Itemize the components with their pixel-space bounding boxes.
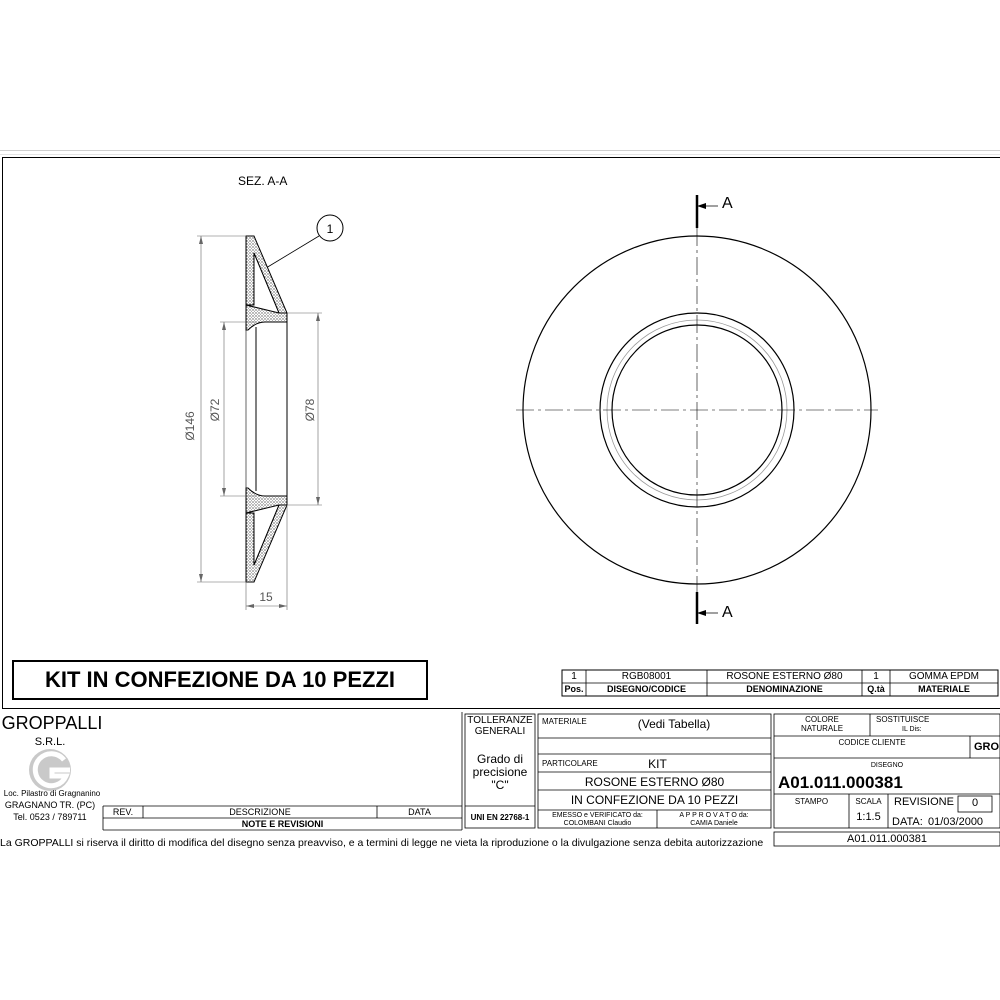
section-profile-top	[246, 236, 287, 330]
stamp-label: STAMPO	[794, 797, 829, 806]
kit-title: KIT IN CONFEZIONE DA 10 PEZZI	[12, 660, 428, 700]
scale-label: SCALA	[855, 797, 882, 806]
tolerance-title-2: GENERALI	[474, 726, 526, 737]
section-marker-bottom-label: A	[722, 604, 733, 621]
section-label: SEZ. A-A	[238, 174, 288, 188]
section-profile-bottom	[246, 488, 287, 582]
particolare-line3: IN CONFEZIONE DA 10 PEZZI	[570, 793, 739, 807]
color-label-2: NATURALE	[800, 724, 844, 733]
client-code-label: CODICE CLIENTE	[838, 738, 906, 747]
replaces-sub: IL Dis:	[902, 726, 922, 733]
scale-value: 1:1.5	[856, 811, 881, 823]
tolerance-grade-2: precisione	[472, 765, 528, 779]
rev-col-desc: DESCRIZIONE	[229, 807, 291, 817]
particolare-value: KIT	[648, 757, 667, 771]
company-address1: Loc. Pilastro di Gragnanino	[3, 789, 101, 798]
tolerance-title-1: TOLLERANZE	[467, 715, 533, 726]
dim-outer-text: Ø146	[183, 411, 197, 441]
parts-row-qty: 1	[873, 671, 879, 682]
dim-width-text: 15	[259, 590, 273, 604]
material-label: MATERIALE	[542, 717, 587, 726]
particolare-label: PARTICOLARE	[542, 759, 598, 768]
issued-by: COLOMBANI Claudio	[563, 820, 632, 827]
tolerance-grade-1: Grado di	[476, 752, 524, 766]
parts-header-qty: Q.tà	[867, 684, 885, 694]
company-phone: Tel. 0523 / 789711	[13, 812, 87, 822]
dim-inner-text: Ø72	[208, 398, 222, 422]
approved-by: CAMIA Daniele	[690, 820, 738, 827]
drawing-number: A01.011.000381	[778, 773, 903, 792]
company-suffix: S.R.L.	[34, 736, 66, 748]
disclaimer: La GROPPALLI si riserva il diritto di modifica del disegno senza preavviso, e a termini di legge ne vieta la riproduzione o la divulgazione senza debita autorizzazione	[0, 837, 764, 849]
rev-col-rev: REV.	[112, 807, 134, 817]
issued-label: EMESSO e VERIFICATO da:	[552, 812, 643, 819]
balloon-number: 1	[326, 222, 334, 236]
dim-mid-text: Ø78	[303, 398, 317, 422]
parts-header-code: DISEGNO/CODICE	[606, 684, 686, 694]
parts-header-pos: Pos.	[564, 684, 584, 694]
parts-row-code: RGB08001	[621, 671, 672, 682]
approved-label: A P P R O V A T O da:	[679, 812, 749, 819]
particolare-line2: ROSONE ESTERNO Ø80	[584, 775, 725, 789]
balloon-leader	[266, 236, 319, 268]
parts-row-material: GOMMA EPDM	[908, 671, 979, 682]
parts-row-pos: 1	[571, 671, 577, 682]
client-code-value: GRO	[974, 741, 1000, 753]
rev-col-date: DATA	[408, 807, 431, 817]
revision-label: REVISIONE	[894, 796, 954, 808]
tolerance-grade-3: "C"	[491, 778, 509, 792]
revision-value: 0	[971, 797, 979, 809]
drawing-label: DISEGNO	[870, 762, 904, 769]
centerlines	[516, 228, 878, 592]
company-name: GROPPALLI	[1, 713, 103, 733]
company-logo-icon	[29, 749, 71, 791]
rev-footer: NOTE E REVISIONI	[241, 819, 324, 829]
section-marker-top	[697, 195, 733, 228]
section-marker-top-label: A	[722, 195, 733, 212]
section-marker-bottom	[697, 592, 733, 624]
parts-header-name: DENOMINAZIONE	[746, 684, 823, 694]
color-label-1: COLORE	[805, 715, 839, 724]
parts-header-material: MATERIALE	[918, 684, 970, 694]
company-address2: GRAGNANO TR. (PC)	[4, 800, 96, 810]
material-value: (Vedi Tabella)	[637, 717, 711, 731]
date-label: DATA:	[892, 816, 923, 828]
tolerance-norm: UNI EN 22768-1	[470, 813, 530, 822]
footer-drawing-number: A01.011.000381	[847, 833, 927, 845]
date-value: 01/03/2000	[928, 816, 984, 828]
replaces-label: SOSTITUISCE	[876, 715, 930, 724]
parts-row-name: ROSONE ESTERNO Ø80	[726, 671, 843, 682]
